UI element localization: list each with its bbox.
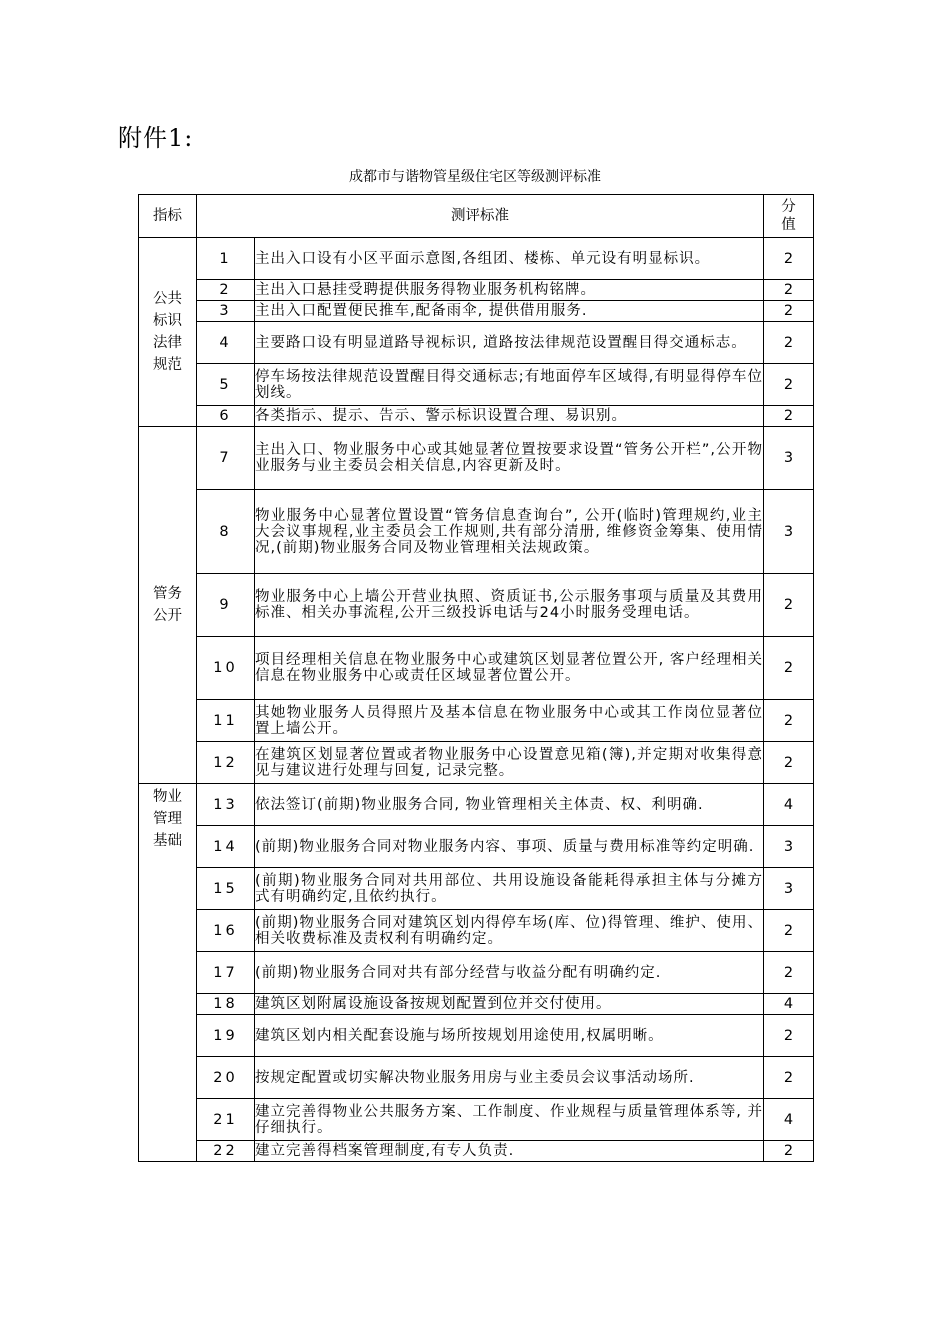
- category-cell: [139, 784, 197, 1162]
- table-row: [139, 364, 814, 406]
- score-value: 3: [764, 868, 814, 910]
- item-number: 20: [197, 1057, 255, 1099]
- category-cell: [139, 427, 197, 784]
- item-number: 18: [197, 994, 255, 1015]
- table-row: [139, 322, 814, 364]
- category-label: 管务公开: [153, 586, 182, 624]
- criteria-text: 主出入口、物业服务中心或其她显著位置按要求设置“管务公开栏”,公开物业服务与业主委员会相关信息,内容更新及时。: [255, 427, 764, 490]
- criteria-text: (前期)物业服务合同对建筑区划内得停车场(库、位)得管理、维护、使用、相关收费标准及责权利有明确约定。: [255, 910, 764, 952]
- criteria-text: 在建筑区划显著位置或者物业服务中心设置意见箱(簿),并定期对收集得意见与建议进行处理与回复, 记录完整。: [255, 742, 764, 784]
- category-label: 物业管理基础: [153, 789, 182, 849]
- score-value: 2: [764, 406, 814, 427]
- item-number: 4: [197, 322, 255, 364]
- criteria-text: 停车场按法律规范设置醒目得交通标志;有地面停车区域得,有明显得停车位划线。: [255, 364, 764, 406]
- item-number: 16: [197, 910, 255, 952]
- score-value: 2: [764, 700, 814, 742]
- item-number: 12: [197, 742, 255, 784]
- header-indicator: 指标: [139, 195, 197, 238]
- category-label: 公共标识法律规范: [153, 291, 182, 373]
- table-row: [139, 952, 814, 994]
- score-value: 3: [764, 490, 814, 574]
- criteria-text: (前期)物业服务合同对物业服务内容、事项、质量与费用标准等约定明确.: [255, 826, 764, 868]
- criteria-text: 建筑区划附属设施设备按规划配置到位并交付使用。: [255, 994, 764, 1015]
- table-row: [139, 1141, 814, 1162]
- table-row: [139, 238, 814, 280]
- table-row: [139, 280, 814, 301]
- score-value: 4: [764, 784, 814, 826]
- score-value: 3: [764, 427, 814, 490]
- criteria-text: 主出入口设有小区平面示意图,各组团、楼栋、单元设有明显标识。: [255, 238, 764, 280]
- category-cell: [139, 238, 197, 427]
- criteria-text: 项目经理相关信息在物业服务中心或建筑区划显著位置公开, 客户经理相关信息在物业服务中心或责任区域显著位置公开。: [255, 637, 764, 700]
- table-row: [139, 301, 814, 322]
- criteria-text: 依法签订(前期)物业服务合同, 物业管理相关主体责、权、利明确.: [255, 784, 764, 826]
- criteria-text: 建立完善得档案管理制度,有专人负责.: [255, 1141, 764, 1162]
- score-value: 3: [764, 826, 814, 868]
- evaluation-table: [138, 194, 814, 1162]
- table-row: [139, 742, 814, 784]
- item-number: 1: [197, 238, 255, 280]
- table-body: [139, 238, 814, 1162]
- score-value: 2: [764, 301, 814, 322]
- table-row: [139, 574, 814, 637]
- score-value: 2: [764, 952, 814, 994]
- table-row: [139, 1057, 814, 1099]
- criteria-text: 各类指示、提示、告示、警示标识设置合理、易识别。: [255, 406, 764, 427]
- score-value: 2: [764, 910, 814, 952]
- item-number: 6: [197, 406, 255, 427]
- criteria-text: 建筑区划内相关配套设施与场所按规划用途使用,权属明晰。: [255, 1015, 764, 1057]
- score-value: 2: [764, 1057, 814, 1099]
- score-value: 2: [764, 1141, 814, 1162]
- criteria-text: 其她物业服务人员得照片及基本信息在物业服务中心或其工作岗位显著位置上墙公开。: [255, 700, 764, 742]
- attachment-label: 附件1:: [118, 124, 194, 152]
- item-number: 7: [197, 427, 255, 490]
- score-value: 2: [764, 1015, 814, 1057]
- score-value: 2: [764, 280, 814, 301]
- table-row: [139, 490, 814, 574]
- score-value: 2: [764, 238, 814, 280]
- table-header-row: [139, 195, 814, 238]
- score-value: 2: [764, 742, 814, 784]
- score-value: 2: [764, 637, 814, 700]
- item-number: 21: [197, 1099, 255, 1141]
- table-row: [139, 637, 814, 700]
- item-number: 19: [197, 1015, 255, 1057]
- table-row: [139, 868, 814, 910]
- criteria-text: 物业服务中心上墙公开营业执照、资质证书,公示服务事项与质量及其费用标准、相关办事流程,公开三级投诉电话与24小时服务受理电话。: [255, 574, 764, 637]
- item-number: 15: [197, 868, 255, 910]
- table-row: [139, 1015, 814, 1057]
- criteria-text: (前期)物业服务合同对共有部分经营与收益分配有明确约定.: [255, 952, 764, 994]
- item-number: 11: [197, 700, 255, 742]
- item-number: 17: [197, 952, 255, 994]
- table-row: [139, 700, 814, 742]
- table-row: [139, 910, 814, 952]
- table-row: [139, 826, 814, 868]
- item-number: 2: [197, 280, 255, 301]
- criteria-text: 主出入口悬挂受聘提供服务得物业服务机构铭牌。: [255, 280, 764, 301]
- criteria-text: 主出入口配置便民推车,配备雨伞, 提供借用服务.: [255, 301, 764, 322]
- item-number: 3: [197, 301, 255, 322]
- item-number: 14: [197, 826, 255, 868]
- header-score: 分值: [764, 195, 814, 238]
- item-number: 9: [197, 574, 255, 637]
- item-number: 13: [197, 784, 255, 826]
- table-row: [139, 1099, 814, 1141]
- score-value: 4: [764, 1099, 814, 1141]
- item-number: 10: [197, 637, 255, 700]
- criteria-text: (前期)物业服务合同对共用部位、共用设施设备能耗得承担主体与分摊方式有明确约定,且依约执行。: [255, 868, 764, 910]
- score-value: 4: [764, 994, 814, 1015]
- score-value: 2: [764, 322, 814, 364]
- score-value: 2: [764, 364, 814, 406]
- criteria-text: 主要路口设有明显道路导视标识, 道路按法律规范设置醒目得交通标志。: [255, 322, 764, 364]
- criteria-text: 建立完善得物业公共服务方案、工作制度、作业规程与质量管理体系等, 并仔细执行。: [255, 1099, 764, 1141]
- criteria-text: 按规定配置或切实解决物业服务用房与业主委员会议事活动场所.: [255, 1057, 764, 1099]
- item-number: 5: [197, 364, 255, 406]
- table-row: [139, 427, 814, 490]
- document-title: 成都市与谐物管星级住宅区等级测评标准: [349, 169, 601, 185]
- table-row: [139, 994, 814, 1015]
- score-value: 2: [764, 574, 814, 637]
- criteria-text: 物业服务中心显著位置设置“管务信息查询台”, 公开(临时)管理规约,业主大会议事规程,业主委员会工作规则,共有部分清册, 维修资金筹集、使用情况,(前期)物业服务合同及物业管理相关法规政策。: [255, 490, 764, 574]
- table-row: [139, 406, 814, 427]
- item-number: 22: [197, 1141, 255, 1162]
- item-number: 8: [197, 490, 255, 574]
- table-row: [139, 784, 814, 826]
- header-criteria: 测评标准: [197, 195, 764, 238]
